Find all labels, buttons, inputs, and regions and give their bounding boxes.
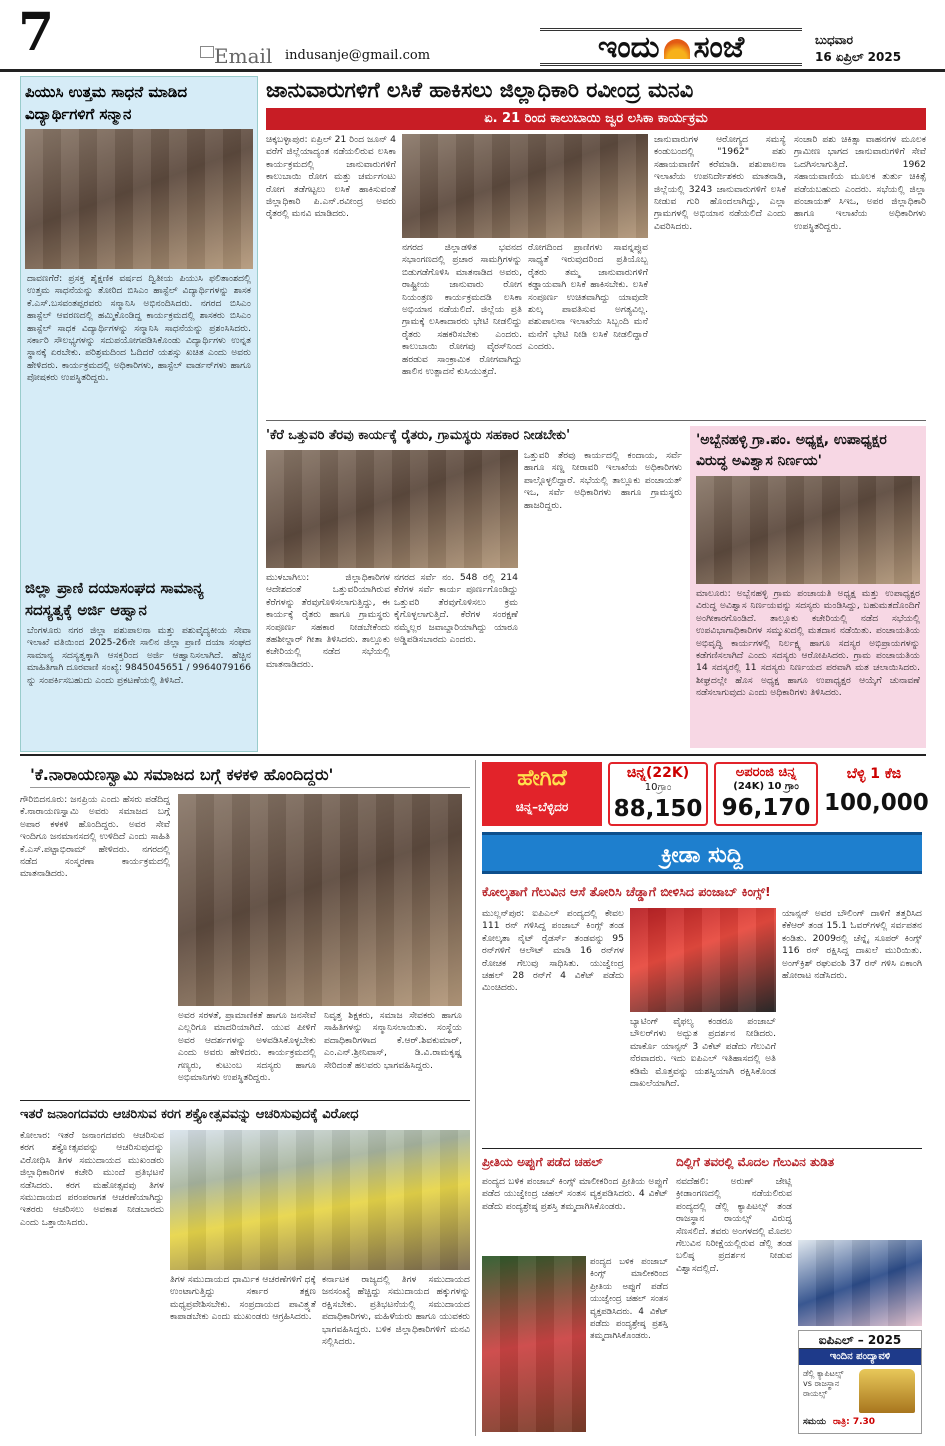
divider xyxy=(266,420,926,421)
gold22-price: 88,150 xyxy=(613,796,703,822)
protest-photo xyxy=(170,1130,470,1270)
delhi-headline: ದಿಲ್ಲಿಗೆ ತವರಲ್ಲಿ ಮೊದಲ ಗೆಲುವಿನ ತುಡಿತ xyxy=(676,1155,835,1169)
page-number: 7 xyxy=(18,2,55,63)
lead-body-col2: ನಗರದ ಜಿಲ್ಲಾಡಳಿತ ಭವನದ ಸಭಾಂಗಣದಲ್ಲಿ ಪ್ರಚಾರ ಸಾಮಗ್ರಿಗಳನ್ನು ಬಿಡುಗಡೆಗೊಳಿಸಿ ಮಾತನಾಡಿದ ಅವರು, ರಾಷ್ಟ್ರೀಯ ಜಾನುವಾರು ರೋಗ ನಿಯಂತ್ರಣ ಕಾರ್ಯಕ್ರಮದಡಿ ಲಸಿಕಾ ಅಭಿಯಾನ ನಡೆಯಲಿದೆ. ಜಿಲ್ಲೆಯ ಪ್ರತಿ ಗ್ರಾಮಕ್ಕೆ ಲಸಿಕಾದಾರರು ಭೇಟಿ ನೀಡಲಿದ್ದು ರೈತರು ಸಹಕರಿಸಬೇಕು ಎಂದರು. ಕಾಲುಬಾಯಿ ರೋಗವು ವೈರಸ್‌ನಿಂದ ಹರಡುವ ಸಾಂಕ್ರಾಮಿಕ ರೋಗವಾಗಿದ್ದು ಹಾಲಿನ ಉತ್ಪಾದನೆ ಕುಸಿಯುತ್ತದೆ. xyxy=(402,242,522,378)
chahal-headline: ಪ್ರೀತಿಯ ಅಪ್ಪುಗೆ ಪಡೆದ ಚಹಲ್ xyxy=(482,1155,603,1169)
gold-banner-bottom: ಚಿನ್ನ–ಬೆಳ್ಳಿದರ xyxy=(515,800,569,814)
brand-left: ಇಂದು xyxy=(597,30,660,65)
gold22-unit: 10ಗ್ರಾಂ xyxy=(644,782,672,793)
lead-subheadline: ಏ. 21 ರಿಂದ ಕಾಲುಬಾಯಿ ಜ್ವರ ಲಸಿಕಾ ಕಾರ್ಯಕ್ರಮ xyxy=(266,108,926,130)
gold22-box xyxy=(608,762,708,826)
commemoration-photo xyxy=(178,794,462,1006)
meeting-photo xyxy=(266,450,518,568)
ipl-trophy-icon xyxy=(859,1369,915,1413)
mail-icon xyxy=(200,46,214,58)
lead-body-col1: ಚಿಕ್ಕಬಳ್ಳಾಪುರ: ಏಪ್ರಿಲ್ 21 ರಿಂದ ಜೂನ್ 4 ವರೆಗೆ ಜಿಲ್ಲೆಯಾದ್ಯಂತ ನಡೆಯಲಿರುವ ಲಸಿಕಾ ಕಾರ್ಯಕ್ರಮದಲ್ಲಿ ಜಾನುವಾರುಗಳಿಗೆ ಕಾಲುಬಾಯಿ ರೋಗ ಮತ್ತು ಚರ್ಮಗಂಟು ರೋಗ ತಡೆಗಟ್ಟಲು ಲಸಿಕೆ ಹಾಕಿಸುವಂತೆ ಜಿಲ್ಲಾಧಿಕಾರಿ ಪಿ.ಎನ್.ರವೀಂದ್ರ ಅವರು ರೈತರಲ್ಲಿ ಮನವಿ ಮಾಡಿದರು. xyxy=(266,134,396,220)
narayan-body-col3: ನಿವೃತ್ತ ಶಿಕ್ಷಕರು, ಸಮಾಜ ಸೇವಕರು ಹಾಗೂ ಸಾಹಿತಿಗಳನ್ನು ಸನ್ಮಾನಿಸಲಾಯಿತು. ಸಂಸ್ಥೆಯ ಪದಾಧಿಕಾರಿಗಳಾದ ಕೆ.ಆರ್.ಶಿವಕುಮಾರ್, ಎಂ.ಎನ್.ಶ್ರೀನಿವಾಸ್, ಡಿ.ವಿ.ರಾಮಕೃಷ್ಣ ಸೇರಿದಂತೆ ಹಲವರು ಭಾಗವಹಿಸಿದ್ದರು. xyxy=(324,1010,462,1071)
email-label: Email xyxy=(214,44,273,68)
gold-rate-banner xyxy=(482,762,602,826)
panchayat-members-photo xyxy=(696,476,920,584)
issue-date: 16 ಏಪ್ರಿಲ್ 2025 xyxy=(815,50,902,64)
players-celebration-photo xyxy=(630,908,776,1012)
karaga-body-col1: ಕೋಲಾರ: ಇತರೆ ಜನಾಂಗದವರು ಆಚರಿಸುವ ಕರಗ ಶಕ್ತ್ಯೋತ್ಸವವನ್ನು ಆಚರಿಸುವುದನ್ನು ವಿರೋಧಿಸಿ ತಿಗಳ ಸಮುದಾಯದ ಮುಖಂಡರು ಜಿಲ್ಲಾಧಿಕಾರಿಗಳ ಕಚೇರಿ ಮುಂದೆ ಪ್ರತಿಭಟನೆ ನಡೆಸಿದರು. ಕರಗ ಮಹೋತ್ಸವವು ತಿಗಳ ಸಮುದಾಯದ ಪರಂಪರಾಗತ ಆಚರಣೆಯಾಗಿದ್ದು ಇತರರು ಆಚರಿಸಲು ಅವಕಾಶ ನೀಡಬಾರದು ಎಂದು ಒತ್ತಾಯಿಸಿದರು. xyxy=(20,1130,164,1228)
abbe-body: ಮಾಲೂರು: ಅಬ್ಬೆನಹಳ್ಳಿ ಗ್ರಾಮ ಪಂಚಾಯತಿ ಅಧ್ಯಕ್ಷ ಮತ್ತು ಉಪಾಧ್ಯಕ್ಷರ ವಿರುದ್ಧ ಅವಿಶ್ವಾಸ ನಿರ್ಣಯವನ್ನು ಸದಸ್ಯರು ಮಂಡಿಸಿದ್ದು, ಬಹುಮತದೊಂದಿಗೆ ಅಂಗೀಕಾರಗೊಂಡಿದೆ. ತಾಲ್ಲೂಕು ಕಚೇರಿಯಲ್ಲಿ ನಡೆದ ಸಭೆಯಲ್ಲಿ ಉಪವಿಭಾಗಾಧಿಕಾರಿಗಳ ಸಮ್ಮುಖದಲ್ಲಿ ಮತದಾನ ನಡೆಯಿತು. ಪಂಚಾಯತಿಯ ಅಭಿವೃದ್ಧಿ ಕಾರ್ಯಗಳಲ್ಲಿ ನಿರ್ಲಕ್ಷ್ಯ ಹಾಗೂ ಸದಸ್ಯರ ಅಭಿಪ್ರಾಯಗಳನ್ನು ಕಡೆಗಣಿಸಲಾಗಿದೆ ಎಂದು ಸದಸ್ಯರು ಆರೋಪಿಸಿದರು. ಗ್ರಾಮ ಪಂಚಾಯತಿಯ 14 ಸದಸ್ಯರಲ್ಲಿ 11 ಸದಸ್ಯರು ನಿರ್ಣಯದ ಪರವಾಗಿ ಮತ ಚಲಾಯಿಸಿದರು. ಶೀಘ್ರದಲ್ಲೇ ಹೊಸ ಅಧ್ಯಕ್ಷ ಹಾಗೂ ಉಪಾಧ್ಯಕ್ಷರ ಆಯ್ಕೆಗೆ ಚುನಾವಣೆ ನಡೆಸಲಾಗುವುದು ಎಂದು ಅಧಿಕಾರಿಗಳು ತಿಳಿಸಿದರು. xyxy=(696,588,920,699)
gold24-price: 96,170 xyxy=(721,795,811,821)
ipl-time: ರಾತ್ರಿ: 7.30 xyxy=(833,1417,876,1427)
ipl-time-label: ಸಮಯ xyxy=(803,1417,826,1427)
silver-box xyxy=(824,762,929,826)
students-felicitation-photo xyxy=(25,129,253,269)
email-address[interactable]: indusanje@gmail.com xyxy=(285,48,431,63)
brand-right: ಸಂಜೆ xyxy=(693,30,745,65)
vaccination-campaign-photo xyxy=(402,134,648,238)
sunrise-icon xyxy=(664,39,690,59)
section-divider xyxy=(20,754,926,756)
abbe-story-box xyxy=(690,426,926,748)
lead-headline: ಜಾನುವಾರುಗಳಿಗೆ ಲಸಿಕೆ ಹಾಕಿಸಲು ಜಿಲ್ಲಾಧಿಕಾರಿ ರವೀಂದ್ರ ಮನವಿ xyxy=(266,78,694,102)
ipl-subtitle: ಇಂದಿನ ಪಂದ್ಯಾವಳಿ xyxy=(799,1349,921,1365)
gold24-box xyxy=(714,762,818,826)
delhi-players-photo xyxy=(798,1240,922,1326)
lead-body-col4: ಜಾನುವಾರುಗಳ ಆರೋಗ್ಯದ ಸಮಸ್ಯೆ ಕಂಡುಬಂದಲ್ಲಿ "1962" ಪಶು ಸಹಾಯವಾಣಿಗೆ ಕರೆಮಾಡಿ. ಪಶುಪಾಲನಾ ಇಲಾಖೆಯ ಉಪನಿರ್ದೇಶಕರು ಮಾತನಾಡಿ, ಜಿಲ್ಲೆಯಲ್ಲಿ 3243 ಜಾನುವಾರುಗಳಿಗೆ ಲಸಿಕೆ ನೀಡುವ ಗುರಿ ಹೊಂದಲಾಗಿದ್ದು, ಎಲ್ಲಾ ಗ್ರಾಮಗಳಲ್ಲಿ ಅಭಿಯಾನ ನಡೆಯಲಿದೆ ಎಂದು ವಿವರಿಸಿದರು. xyxy=(654,134,786,232)
kere-headline: 'ಕೆರೆ ಒತ್ತುವರಿ ತೆರವು ಕಾರ್ಯಕ್ಕೆ ರೈತರು, ಗ್ರಾಮಸ್ಥರು ಸಹಕಾರ ನೀಡಬೇಕು' xyxy=(266,428,571,443)
delhi-body: ನವದೆಹಲಿ: ಅರುಣ್ ಜೇಟ್ಲಿ ಕ್ರೀಡಾಂಗಣದಲ್ಲಿ ನಡೆಯಲಿರುವ ಪಂದ್ಯದಲ್ಲಿ ಡೆಲ್ಲಿ ಕ್ಯಾಪಿಟಲ್ಸ್ ತಂಡ ರಾಜಸ್ಥಾನ ರಾಯಲ್ಸ್ ವಿರುದ್ಧ ಸೆಣಸಲಿದೆ. ತವರು ಅಂಗಳದಲ್ಲಿ ಮೊದಲ ಗೆಲುವಿನ ನಿರೀಕ್ಷೆಯಲ್ಲಿರುವ ಡೆಲ್ಲಿ ತಂಡ ಬಲಿಷ್ಠ ಪ್ರದರ್ಶನ ನೀಡುವ ವಿಶ್ವಾಸದಲ್ಲಿದೆ. xyxy=(676,1176,792,1274)
divider xyxy=(20,1100,470,1101)
sports-lead-headline: ಕೋಲ್ಕತಾಗೆ ಗೆಲುವಿನ ಆಸೆ ತೋರಿಸಿ ಚೆಡ್ಡಾಗೆ ಬೀಳಿಸಿದ ಪಂಜಾಬ್ ಕಿಂಗ್ಸ್! xyxy=(482,884,771,899)
chahal-caption: ಪಂದ್ಯದ ಬಳಿಕ ಪಂಜಾಬ್ ಕಿಂಗ್ಸ್ ಮಾಲೀಕರಿಂದ ಪ್ರೀತಿಯ ಅಪ್ಪುಗೆ ಪಡೆದ ಯುಜ್ವೇಂದ್ರ ಚಹಲ್ ಸಂತಸ ವ್ಯಕ್ತಪಡಿಸಿದರು. 4 ವಿಕೆಟ್ ಪಡೆದು ಪಂದ್ಯಶ್ರೇಷ್ಠ ಪ್ರಶಸ್ತಿ ತಮ್ಮದಾಗಿಸಿಕೊಂಡರು. xyxy=(590,1257,668,1342)
silver-price: 100,000 xyxy=(824,790,929,816)
story2-body: ಬೆಂಗಳೂರು ನಗರ ಜಿಲ್ಲಾ ಪಶುಪಾಲನಾ ಮತ್ತು ಪಶುವೈದ್ಯಕೀಯ ಸೇವಾ ಇಲಾಖೆ ವತಿಯಿಂದ 2025-26ನೇ ಸಾಲಿನ ಜಿಲ್ಲಾ ಪ್ರಾಣಿ ದಯಾ ಸಂಘದ ಸಾಮಾನ್ಯ ಸದಸ್ಯತ್ವಕ್ಕಾಗಿ ಆಸಕ್ತರಿಂದ ಅರ್ಜಿ ಆಹ್ವಾನಿಸಲಾಗಿದೆ. ಹೆಚ್ಚಿನ ಮಾಹಿತಿಗಾಗಿ ದೂರವಾಣಿ ಸಂಖ್ಯೆ: 9845045651 / 9964079166 ನ್ನು ಸಂಪರ್ಕಿಸಬಹುದು ಎಂದು ಪ್ರಕಟಣೆಯಲ್ಲಿ ತಿಳಿಸಿದೆ. xyxy=(27,625,251,686)
lead-body-col3: ರೋಗದಿಂದ ಪ್ರಾಣಿಗಳು ಸಾವನ್ನಪ್ಪುವ ಸಾಧ್ಯತೆ ಇರುವುದರಿಂದ ಪ್ರತಿಯೊಬ್ಬ ರೈತರು ತಮ್ಮ ಜಾನುವಾರುಗಳಿಗೆ ಕಡ್ಡಾಯವಾಗಿ ಲಸಿಕೆ ಹಾಕಿಸಬೇಕು. ಲಸಿಕೆ ಸಂಪೂರ್ಣ ಉಚಿತವಾಗಿದ್ದು ಯಾವುದೇ ಶುಲ್ಕ ಪಾವತಿಸುವ ಅಗತ್ಯವಿಲ್ಲ. ಪಶುಪಾಲನಾ ಇಲಾಖೆಯ ಸಿಬ್ಬಂದಿ ಮನೆ ಮನೆಗೆ ಭೇಟಿ ನೀಡಿ ಲಸಿಕೆ ನೀಡಲಿದ್ದಾರೆ ಎಂದರು. xyxy=(528,242,648,353)
chahal-photo xyxy=(482,1256,586,1432)
left-news-column xyxy=(20,76,258,752)
chahal-body: ಪಂದ್ಯದ ಬಳಿಕ ಪಂಜಾಬ್ ಕಿಂಗ್ಸ್ ಮಾಲೀಕರಿಂದ ಪ್ರೀತಿಯ ಅಪ್ಪುಗೆ ಪಡೆದ ಯುಜ್ವೇಂದ್ರ ಚಹಲ್ ಸಂತಸ ವ್ಯಕ್ತಪಡಿಸಿದರು. 4 ವಿಕೆಟ್ ಪಡೆದು ಪಂದ್ಯಶ್ರೇಷ್ಠ ಪ್ರಶಸ್ತಿ ತಮ್ಮದಾಗಿಸಿಕೊಂಡರು. xyxy=(482,1176,668,1212)
gold24-unit: (24K) 10 ಗ್ರಾಂ xyxy=(733,781,799,792)
gold22-label: ಚಿನ್ನ(22K) xyxy=(626,765,690,781)
masthead xyxy=(0,0,945,72)
karaga-headline: ಇತರೆ ಜನಾಂಗದವರು ಆಚರಿಸುವ ಕರಗ ಶಕ್ತ್ಯೋತ್ಸವವನ್ನು ಆಚರಿಸುವುದಕ್ಕೆ ವಿರೋಧ xyxy=(20,1107,359,1122)
sports-banner: ಕ್ರೀಡಾ ಸುದ್ದಿ xyxy=(482,832,922,874)
column-divider xyxy=(475,760,476,1436)
kere-body-col2: ನಗರದ ಸರ್ವೆ ನಂ. 548 ರಲ್ಲಿ 214 ಕೆರೆಗಳ ಸರ್ವೆ ಕಾರ್ಯ ಪೂರ್ಣಗೊಂಡಿದ್ದು ಒತ್ತುವರಿ ತೆರವುಗೊಳಿಸಲು ಕ್ರಮ ಕೈಗೊಳ್ಳಲಾಗುತ್ತಿದೆ. ಕೆರೆಗಳ ಸಂರಕ್ಷಣೆ ನಮ್ಮೆಲ್ಲರ ಜವಾಬ್ದಾರಿಯಾಗಿದ್ದು ಯಾರೂ ಅಡ್ಡಿಪಡಿಸಬಾರದು ಎಂದರು. xyxy=(394,572,518,646)
newspaper-logo xyxy=(540,28,802,66)
dateline xyxy=(815,32,901,66)
narayan-body-col2: ಅವರ ಸರಳತೆ, ಪ್ರಾಮಾಣಿಕತೆ ಹಾಗೂ ಜನಸೇವೆ ಎಲ್ಲರಿಗೂ ಮಾದರಿಯಾಗಿದೆ. ಯುವ ಪೀಳಿಗೆ ಅವರ ಆದರ್ಶಗಳನ್ನು ಅಳವಡಿಸಿಕೊಳ್ಳಬೇಕು ಎಂದು ಅವರು ಹೇಳಿದರು. ಕಾರ್ಯಕ್ರಮದಲ್ಲಿ ಗಣ್ಯರು, ಕುಟುಂಬ ಸದಸ್ಯರು ಹಾಗೂ ಅಭಿಮಾನಿಗಳು ಉಪಸ್ಥಿತರಿದ್ದರು. xyxy=(178,1010,316,1084)
ipl-match: ಡೆಲ್ಲಿ ಕ್ಯಾಪಿಟಲ್ಸ್ vs ರಾಜಸ್ಥಾನ ರಾಯಲ್ಸ್ xyxy=(803,1369,844,1398)
ipl-title: ಐಪಿಎಲ್ – 2025 xyxy=(799,1331,921,1349)
karaga-body-col2: ತಿಗಳ ಸಮುದಾಯದ ಧಾರ್ಮಿಕ ಆಚರಣೆಗಳಿಗೆ ಧಕ್ಕೆ ಉಂಟಾಗುತ್ತಿದ್ದು ಸರ್ಕಾರ ತಕ್ಷಣ ಮಧ್ಯಪ್ರವೇಶಿಸಬೇಕು. ಸಂಪ್ರದಾಯದ ಪಾವಿತ್ರ್ಯತೆ ಕಾಪಾಡಬೇಕು ಎಂದು ಮುಖಂಡರು ಆಗ್ರಹಿಸಿದರು. xyxy=(170,1274,316,1323)
divider xyxy=(482,1148,922,1149)
silver-label: ಬೆಳ್ಳಿ 1 ಕೆಜಿ xyxy=(846,766,902,782)
sports-lead-col3: ಯಾನ್ಸನ್ ಅವರ ಬೌಲಿಂಗ್ ದಾಳಿಗೆ ತತ್ತರಿಸಿದ ಕೆಕೆಆರ್ ತಂಡ 15.1 ಓವರ್‌ಗಳಲ್ಲಿ ಸರ್ವಪತನ ಕಂಡಿತು. 2009ರಲ್ಲಿ ಚೆನ್ನೈ ಸೂಪರ್ ಕಿಂಗ್ಸ್ 116 ರನ್ ರಕ್ಷಿಸಿದ್ದ ದಾಖಲೆ ಮುರಿಯಿತು. ಅಂಗ್‌ಕ್ರಿಶ್ ರಘುವಂಶಿ 37 ರನ್ ಗಳಿಸಿ ಏಕಾಂಗಿ ಹೋರಾಟ ನಡೆಸಿದರು. xyxy=(782,908,922,982)
narayan-headline: 'ಕೆ.ನಾರಾಯಣಸ್ವಾಮಿ ಸಮಾಜದ ಬಗ್ಗೆ ಕಳಕಳಿ ಹೊಂದಿದ್ದರು' xyxy=(30,762,470,788)
kere-body-col1: ಮುಳಬಾಗಿಲು: ಜಿಲ್ಲಾಧಿಕಾರಿಗಳ ಆದೇಶದಂತೆ ಒತ್ತುವರಿಯಾಗಿರುವ ಕೆರೆಗಳನ್ನು ತೆರವುಗೊಳಿಸಲಾಗುತ್ತಿದ್ದು, ಈ ಕಾರ್ಯಕ್ಕೆ ರೈತರು ಹಾಗೂ ಗ್ರಾಮಸ್ಥರು ಸಂಪೂರ್ಣ ಸಹಕಾರ ನೀಡಬೇಕೆಂದು ತಹಶೀಲ್ದಾರ್ ಗೀತಾ ತಿಳಿಸಿದರು. ತಾಲ್ಲೂಕು ಕಚೇರಿಯಲ್ಲಿ ನಡೆದ ಸಭೆಯಲ್ಲಿ ಮಾತನಾಡಿದರು. xyxy=(266,572,390,670)
kere-body-col3: ಒತ್ತುವರಿ ತೆರವು ಕಾರ್ಯದಲ್ಲಿ ಕಂದಾಯ, ಸರ್ವೆ ಹಾಗೂ ಸಣ್ಣ ನೀರಾವರಿ ಇಲಾಖೆಯ ಅಧಿಕಾರಿಗಳು ಪಾಲ್ಗೊಳ್ಳಲಿದ್ದಾರೆ. ಸಭೆಯಲ್ಲಿ ತಾಲ್ಲೂಕು ಪಂಚಾಯತ್ ಇಒ, ಸರ್ವೆ ಅಧಿಕಾರಿಗಳು ಹಾಗೂ ಗ್ರಾಮಸ್ಥರು ಹಾಜರಿದ್ದರು. xyxy=(524,450,682,511)
lead-body-col5: ಸಂಚಾರಿ ಪಶು ಚಿಕಿತ್ಸಾ ವಾಹನಗಳ ಮೂಲಕ ಗ್ರಾಮೀಣ ಭಾಗದ ಜಾನುವಾರುಗಳಿಗೆ ಸೇವೆ ಒದಗಿಸಲಾಗುತ್ತಿದೆ. 1962 ಸಹಾಯವಾಣಿಯ ಮೂಲಕ ತುರ್ತು ಚಿಕಿತ್ಸೆ ಪಡೆಯಬಹುದು ಎಂದರು. ಸಭೆಯಲ್ಲಿ ಜಿಲ್ಲಾ ಪಂಚಾಯತ್ ಸಿಇಒ, ಅಪರ ಜಿಲ್ಲಾಧಿಕಾರಿ ಹಾಗೂ ಇಲಾಖೆಯ ಅಧಿಕಾರಿಗಳು ಉಪಸ್ಥಿತರಿದ್ದರು. xyxy=(794,134,926,232)
narayan-body-col1: ಗೌರಿಬಿದನೂರು: ಜನಪ್ರಿಯ ಎಂದು ಹೆಸರು ಪಡೆದಿದ್ದ ಕೆ.ನಾರಾಯಣಸ್ವಾಮಿ ಅವರು ಸಮಾಜದ ಬಗ್ಗೆ ಅಪಾರ ಕಳಕಳಿ ಹೊಂದಿದ್ದರು. ಅವರ ಸೇವೆ ಇಂದಿಗೂ ಜನಮಾನಸದಲ್ಲಿ ಉಳಿದಿದೆ ಎಂದು ಸಾಹಿತಿ ಕೆ.ಎಸ್.ಪಟ್ಟಾಭಿರಾಮ್ ಹೇಳಿದರು. ನಗರದಲ್ಲಿ ನಡೆದ ಸಂಸ್ಮರಣಾ ಕಾರ್ಯಕ್ರಮದಲ್ಲಿ ಮಾತನಾಡಿದರು. xyxy=(20,794,170,880)
gold24-label: ಅಪರಂಜಿ ಚಿನ್ನ xyxy=(735,765,797,780)
karaga-body-col3: ಕರ್ನಾಟಕ ರಾಜ್ಯದಲ್ಲಿ ತಿಗಳ ಸಮುದಾಯದ ಜನಸಂಖ್ಯೆ ಹೆಚ್ಚಿದ್ದು ಸಮುದಾಯದ ಹಕ್ಕುಗಳನ್ನು ರಕ್ಷಿಸಬೇಕು. ಪ್ರತಿಭಟನೆಯಲ್ಲಿ ಸಮುದಾಯದ ಪದಾಧಿಕಾರಿಗಳು, ಮಹಿಳೆಯರು ಹಾಗೂ ಯುವಕರು ಭಾಗವಹಿಸಿದ್ದರು. ಬಳಿಕ ಜಿಲ್ಲಾಧಿಕಾರಿಗಳಿಗೆ ಮನವಿ ಸಲ್ಲಿಸಿದರು. xyxy=(322,1274,470,1348)
weekday: ಬುಧವಾರ xyxy=(815,33,853,47)
sports-lead-col1: ಮುಲ್ಲನ್‌ಪುರ: ಐಪಿಎಲ್ ಪಂದ್ಯದಲ್ಲಿ ಕೇವಲ 111 ರನ್ ಗಳಿಸಿದ್ದ ಪಂಜಾಬ್ ಕಿಂಗ್ಸ್ ತಂಡ ಕೋಲ್ಕತಾ ನೈಟ್ ರೈಡರ್ಸ್ ತಂಡವನ್ನು 95 ರನ್‌ಗಳಿಗೆ ಆಲೌಟ್ ಮಾಡಿ 16 ರನ್‌ಗಳ ರೋಚಕ ಗೆಲುವು ಸಾಧಿಸಿತು. ಯುಜ್ವೇಂದ್ರ ಚಹಲ್ 28 ರನ್‌ಗೆ 4 ವಿಕೆಟ್ ಪಡೆದು ಮಿಂಚಿದರು. xyxy=(482,908,624,994)
ipl-schedule-box xyxy=(798,1330,922,1434)
story1-body: ದಾವಣಗೆರೆ: ಪ್ರಸಕ್ತ ಶೈಕ್ಷಣಿಕ ವರ್ಷದ ದ್ವಿತೀಯ ಪಿಯುಸಿ ಫಲಿತಾಂಶದಲ್ಲಿ ಉತ್ತಮ ಸಾಧನೆಯನ್ನು ತೋರಿದ ಬಿಸಿಎಂ ಹಾಸ್ಟೆಲ್ ವಿದ್ಯಾರ್ಥಿಗಳನ್ನು ಶಾಸಕ ಕೆ.ಎಸ್.ಬಸವಂತಪ್ಪರವರು ಸನ್ಮಾನಿಸಿ ಅಭಿನಂದಿಸಿದರು. ನಗರದ ಬಿಸಿಎಂ ಹಾಸ್ಟೆಲ್ ಆವರಣದಲ್ಲಿ ಹಮ್ಮಿಕೊಂಡಿದ್ದ ಕಾರ್ಯಕ್ರಮದಲ್ಲಿ ಶಾಸಕರು ಬಿಸಿಎಂ ಹಾಸ್ಟೆಲ್ ಸಾಧಕ ವಿದ್ಯಾರ್ಥಿಗಳನ್ನು ಸನ್ಮಾನಿಸಿ ಸಾಧನೆಯನ್ನು ಪ್ರಶಂಸಿಸಿದರು. ಸರ್ಕಾರಿ ಸೌಲಭ್ಯಗಳನ್ನು ಸದುಪಯೋಗಪಡಿಸಿಕೊಂಡು ವಿದ್ಯಾರ್ಥಿಗಳು ಉನ್ನತ ಸ್ಥಾನಕ್ಕೆ ಏರಬೇಕು. ಪರಿಶ್ರಮದಿಂದ ಓದಿದರೆ ಯಶಸ್ಸು ಖಚಿತ ಎಂದು ಅವರು ಹೇಳಿದರು. ಕಾರ್ಯಕ್ರಮದಲ್ಲಿ ಅಧಿಕಾರಿಗಳು, ಹಾಸ್ಟೆಲ್ ವಾರ್ಡನ್‌ಗಳು ಹಾಗೂ ಪೋಷಕರು ಉಪಸ್ಥಿತರಿದ್ದರು. xyxy=(27,273,251,384)
story1-headline: ಪಿಯುಸಿ ಉತ್ತಮ ಸಾಧನೆ ಮಾಡಿದ ವಿದ್ಯಾರ್ಥಿಗಳಿಗೆ ಸನ್ಮಾನ xyxy=(25,83,188,123)
abbe-headline: 'ಅಬ್ಬೆನಹಳ್ಳಿ ಗ್ರಾ.ಪಂ. ಅಧ್ಯಕ್ಷ, ಉಪಾಧ್ಯಕ್ಷರ ವಿರುದ್ಧ ಅವಿಶ್ವಾಸ ನಿರ್ಣಯ' xyxy=(696,432,887,469)
gold-banner-top: ಹೇಗಿದೆ xyxy=(517,766,567,791)
sports-lead-col2: ಬ್ಯಾಟಿಂಗ್ ವೈಫಲ್ಯ ಕಂಡರೂ ಪಂಜಾಬ್ ಬೌಲರ್‌ಗಳು ಅದ್ಭುತ ಪ್ರದರ್ಶನ ನೀಡಿದರು. ಮಾರ್ಕೊ ಯಾನ್ಸನ್ 3 ವಿಕೆಟ್ ಪಡೆದು ಗೆಲುವಿಗೆ ನೆರವಾದರು. ಇದು ಐಪಿಎಲ್ ಇತಿಹಾಸದಲ್ಲಿ ಅತಿ ಕಡಿಮೆ ಮೊತ್ತವನ್ನು ಯಶಸ್ವಿಯಾಗಿ ರಕ್ಷಿಸಿಕೊಂಡ ದಾಖಲೆಯಾಗಿದೆ. xyxy=(630,1016,776,1090)
story2-headline: ಜಿಲ್ಲಾ ಪ್ರಾಣಿ ದಯಾಸಂಘದ ಸಾಮಾನ್ಯ ಸದಸ್ಯತ್ವಕ್ಕೆ ಅರ್ಜಿ ಆಹ್ವಾನ xyxy=(25,579,204,619)
